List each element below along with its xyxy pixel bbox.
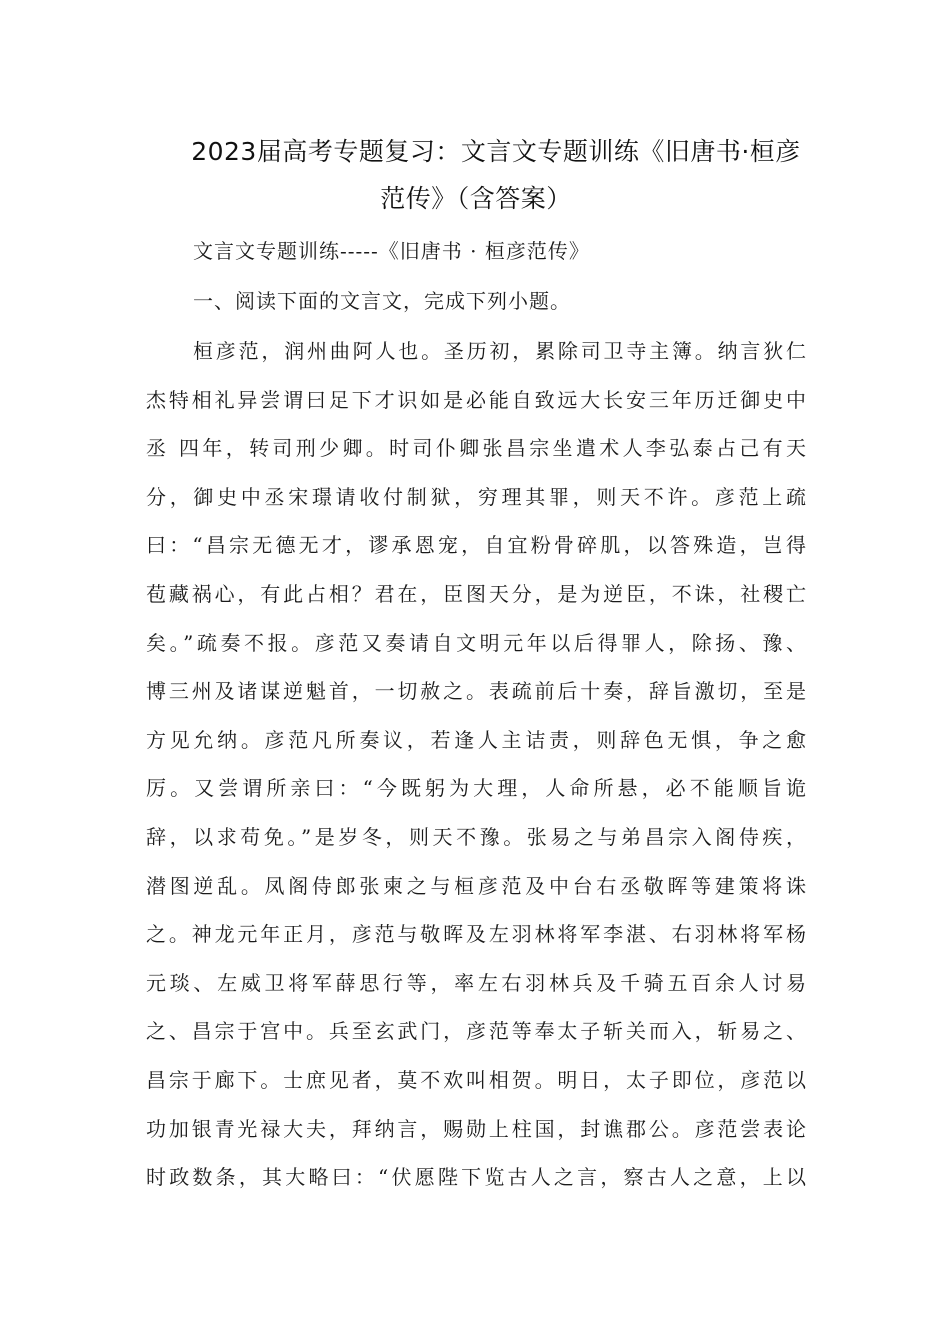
passage-line: 昌宗于廊下。士庶见者，莫不欢叫相贺。明日，太子即位，彦范以	[146, 1067, 806, 1092]
passage-line: 潜图逆乱。凤阁侍郎张柬之与桓彦范及中台右丞敬晖等建策将诛	[146, 873, 806, 898]
title-line-2: 范传》（含答案）	[380, 184, 572, 213]
passage-line: 杰特相礼异尝谓曰足下才识如是必能自致远大长安三年历迁御史中	[146, 387, 806, 412]
title-line-1: 2023届高考专题复习：文言文专题训练《旧唐书·桓彦	[191, 137, 801, 166]
passage-line: 时政数条，其大略曰：“伏愿陛下览古人之言，察古人之意，上以	[146, 1165, 806, 1190]
passage-line: 桓彦范，润州曲阿人也。圣历初，累除司卫寺主簿。纳言狄仁	[193, 339, 806, 363]
passage-line: 丞 四年，转司刑少卿。时司仆卿张昌宗坐遣术人李弘泰占己有天	[146, 436, 806, 461]
question-heading: 一、阅读下面的文言文，完成下列小题。	[193, 289, 571, 313]
passage-line: 曰：“昌宗无德无才，谬承恩宠，自宜粉骨碎肌，以答殊造，岂得	[146, 533, 806, 558]
passage-line: 之。神龙元年正月，彦范与敬晖及左羽林将军李湛、右羽林将军杨	[146, 922, 806, 947]
passage-line: 厉。又尝谓所亲曰：“今既躬为大理，人命所悬，必不能顺旨诡	[146, 776, 806, 801]
passage-body	[146, 334, 806, 1209]
passage-line: 矣。”疏奏不报。彦范又奏请自文明元年以后得罪人，除扬、豫、	[146, 630, 806, 655]
passage-line: 之、昌宗于宫中。兵至玄武门，彦范等奉太子斩关而入，斩易之、	[146, 1019, 806, 1044]
document-title	[146, 128, 806, 222]
passage-line: 辞，以求苟免。”是岁冬，则天不豫。张易之与弟昌宗入阁侍疾，	[146, 824, 806, 849]
passage-line: 元琰、左威卫将军薛思行等，率左右羽林兵及千骑五百余人讨易	[146, 970, 806, 995]
passage-line: 苞藏祸心，有此占相？君在，臣图天分，是为逆臣，不诛，社稷亡	[146, 581, 806, 606]
passage-line: 分，御史中丞宋璟请收付制狱，穷理其罪，则天不许。彦范上疏	[146, 484, 806, 509]
subtitle: 文言文专题训练-----《旧唐书 · 桓彦范传》	[193, 239, 590, 263]
passage-line: 博三州及诸谋逆魁首，一切赦之。表疏前后十奏，辞旨激切，至是	[146, 679, 806, 704]
passage-line: 功加银青光禄大夫，拜纳言，赐勋上柱国，封谯郡公。彦范尝表论	[146, 1116, 806, 1141]
passage-line: 方见允纳。彦范凡所奏议，若逢人主诘责，则辞色无惧，争之愈	[146, 727, 806, 752]
